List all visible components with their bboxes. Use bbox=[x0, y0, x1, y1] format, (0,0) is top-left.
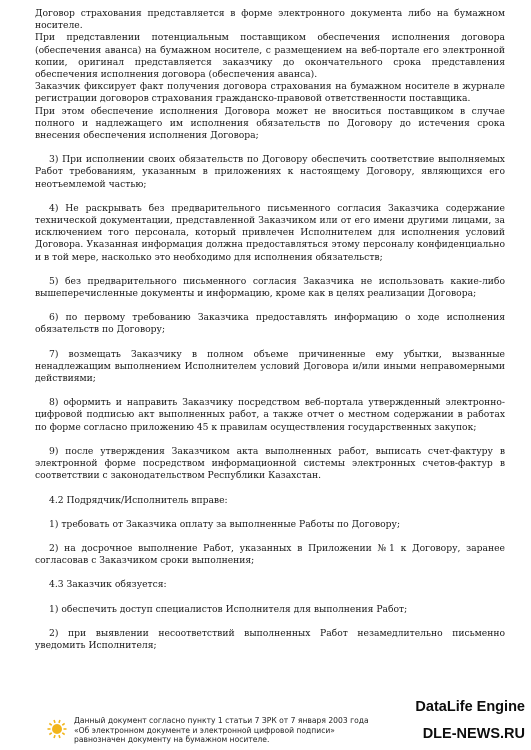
paragraph: 4) Не раскрывать без предварительного письменного согласия Заказчика содержание технической документации, представленной Заказчиком или от его имени другими лицами, за исключением того персонала, который привлечен Исполнителем для исполнения условий Договора. Указанная информация должна предоставляться этому персоналу конфиденциально и в той мере, насколько это необходимо для исполнения обязательств; bbox=[35, 202, 505, 263]
paragraph: 6) по первому требованию Заказчика предоставлять информацию о ходе исполнения обязательств по Договору; bbox=[35, 312, 505, 336]
paragraph: 2) при выявлении несоответствий выполненных Работ незамедлительно письменно уведомить Исполнителя; bbox=[35, 627, 505, 651]
watermark-title: DataLife Engine bbox=[415, 699, 525, 715]
sun-logo-icon bbox=[47, 719, 67, 739]
paragraph: 1) требовать от Заказчика оплату за выполненные Работы по Договору; bbox=[49, 518, 401, 530]
paragraph: 7) возмещать Заказчику в полном объеме причиненные ему убытки, вызванные ненадлежащим выполнением Исполнителем условий Договора и/или иными неправомерными действиями; bbox=[35, 348, 505, 385]
paragraph: 4.3 Заказчик обязуется: bbox=[49, 579, 167, 591]
paragraph: При представлении потенциальным поставщиком обеспечения исполнения договора (обеспечения аванса) на бумажном носителе, с размещением на веб-портале его электронной копии, оригинал представляется заказчику до окончательного срока представления обеспечения исполнения договора (обеспечения аванса). bbox=[35, 32, 505, 81]
paragraph: 5) без предварительного письменного согласия Заказчика не использовать какие-либо вышеперечисленные документы и информацию, кроме как в целях реализации Договора; bbox=[35, 275, 505, 300]
paragraph: 3) При исполнении своих обязательств по Договору обеспечить соответствие выполняемых Работ требованиям, указанным в приложениях к настоящему Договору, являющихся его неотъемлемой частью; bbox=[35, 154, 505, 190]
paragraph: Договор страхования представляется в форме электронного документа либо на бумажном носителе. bbox=[35, 8, 505, 32]
paragraph: 2) на досрочное выполнение Работ, указанных в Приложении №1 к Договору, заранее согласовав с Заказчиком сроки выполнения; bbox=[35, 542, 505, 567]
paragraph: Заказчик фиксирует факт получения договора страхования на бумажном носителе в журнале регистрации договоров страхования гражданско-правовой ответственности поставщика. bbox=[35, 81, 505, 105]
paragraph: 8) оформить и направить Заказчику посредством веб-портала утвержденный электронно-цифровой подписью акт выполненных работ, а также отчет о местном содержании в работах по форме согласно приложению 45 к правилам осуществления государственных закупок; bbox=[35, 397, 505, 433]
paragraph: При этом обеспечение исполнения Договора может не вноситься поставщиком в случае полного и надлежащего им исполнения обязательств по Договору до истечения срока внесения обеспечения исполнения Договора; bbox=[35, 105, 505, 142]
paragraph: 9) после утверждения Заказчиком акта выполненных работ, выписать счет-фактуру в электронной форме посредством информационной системы электронных счетов-фактур в соответствии с законодательством Республики Казахстан. bbox=[35, 445, 505, 482]
watermark-site: DLE-NEWS.RU bbox=[422, 726, 525, 742]
document-body bbox=[35, 8, 505, 652]
paragraph: 1) обеспечить доступ специалистов Исполнителя для выполнения Работ; bbox=[49, 603, 408, 615]
paragraph: 4.2 Подрядчик/Исполнитель вправе: bbox=[49, 494, 228, 506]
footer-legal-text: Данный документ согласно пункту 1 статьи 7 ЗРК от 7 января 2003 года «Об электронном документе и электронной цифровой подписи» равнозначен документу на бумажном носителе. bbox=[74, 716, 369, 744]
